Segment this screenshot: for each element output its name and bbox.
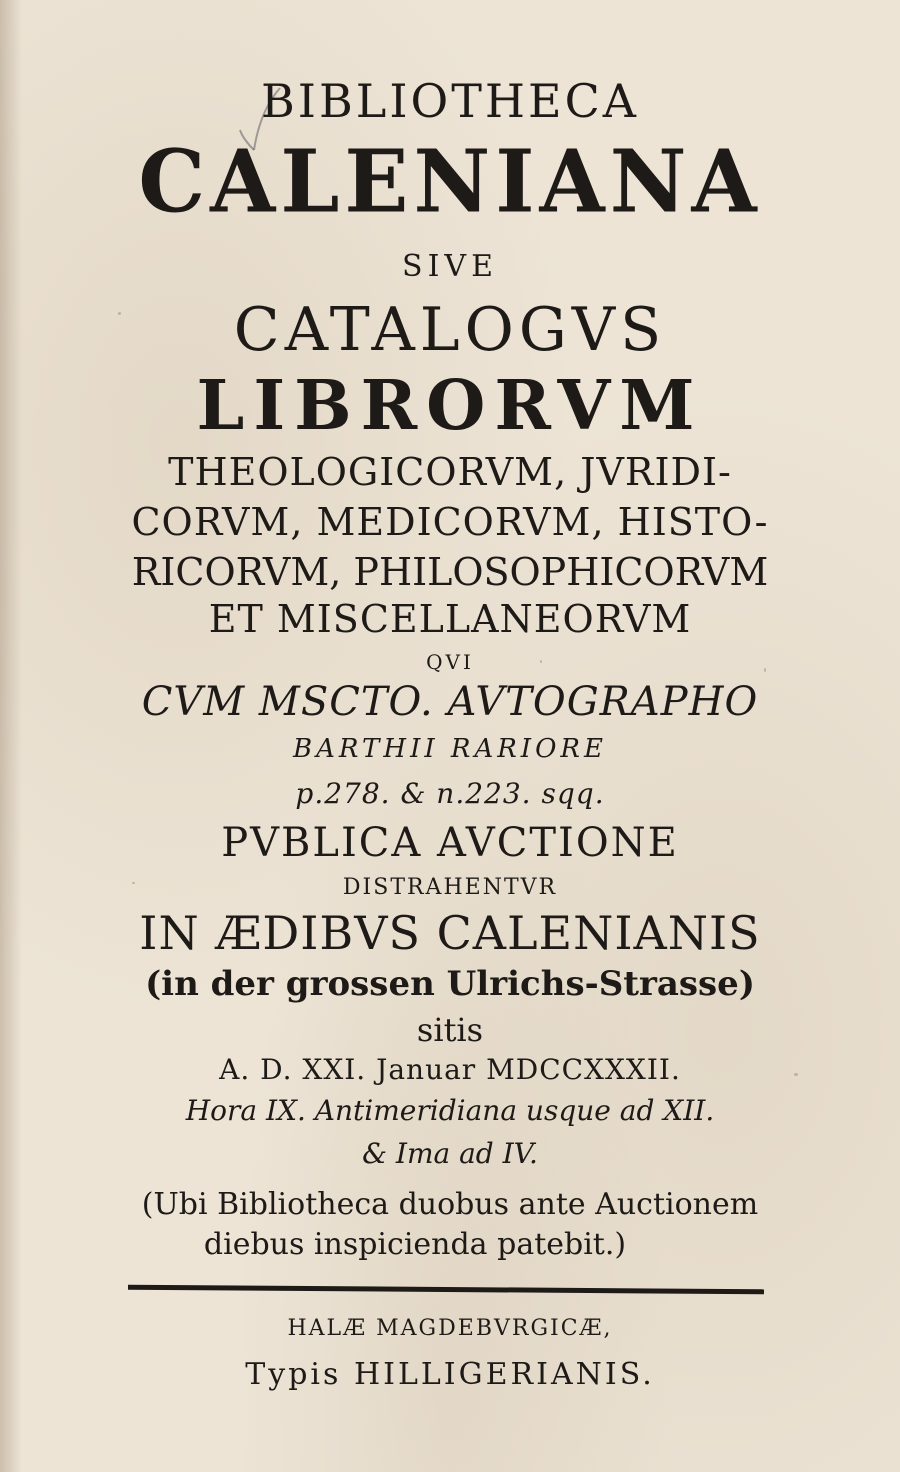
title-line-cvm-mscto: CVM MSCTO. AVTOGRAPHO <box>141 679 759 725</box>
paper-speck <box>794 1073 798 1076</box>
title-line-viewing-note-1: (Ubi Bibliotheca duobus ante Auctionem <box>141 1187 759 1222</box>
title-line-librorvm: LIBRORVM <box>196 366 704 446</box>
title-line-ricorvm: RICORVM, PHILOSOPHICORVM <box>131 550 769 594</box>
title-line-pvblica-avctione: PVBLICA AVCTIONE <box>221 820 679 866</box>
paper-speck <box>540 660 542 663</box>
title-line-sive: SIVE <box>402 249 498 284</box>
horizontal-rule <box>128 1285 764 1294</box>
title-line-distrahentvr: DISTRAHENTVR <box>342 875 558 900</box>
title-line-in-aedibvs: IN ÆDIBVS CALENIANIS <box>139 906 761 960</box>
title-line-theologicorvm: THEOLOGICORVM, JVRIDI- <box>168 450 732 494</box>
title-line-corvm: CORVM, MEDICORVM, HISTO- <box>131 500 769 544</box>
title-line-date: A. D. XXI. Januar MDCCXXXII. <box>219 1053 681 1086</box>
title-line-qvi: QVI <box>426 650 474 674</box>
title-line-catalogvs: CATALOGVS <box>233 295 667 365</box>
title-line-et-miscellaneorvm: ET MISCELLANEORVM <box>208 597 692 641</box>
title-line-viewing-note-2: diebus inspicienda patebit.) <box>203 1227 627 1262</box>
title-line-afternoon-hours: & Ima ad IV. <box>362 1137 538 1170</box>
imprint-printer: Typis HILLIGERIANIS. <box>245 1357 655 1392</box>
title-line-bibliotheca: BIBLIOTHECA <box>261 74 639 128</box>
paper-speck <box>764 668 766 672</box>
title-line-sitis: sitis <box>416 1011 484 1049</box>
title-line-page-reference: p.278. & n.223. sqq. <box>295 777 605 810</box>
paper-speck <box>132 882 135 884</box>
title-line-caleniana: CALENIANA <box>138 131 762 232</box>
title-line-barthii: BARTHII RARIORE <box>293 734 607 764</box>
imprint-place: HALÆ MAGDEBVRGICÆ, <box>287 1316 613 1341</box>
paper-speck <box>118 312 121 315</box>
title-line-hours: Hora IX. Antimeridiana usque ad XII. <box>185 1094 715 1127</box>
title-line-street-address: (in der grossen Ulrichs-Strasse) <box>145 964 755 1004</box>
